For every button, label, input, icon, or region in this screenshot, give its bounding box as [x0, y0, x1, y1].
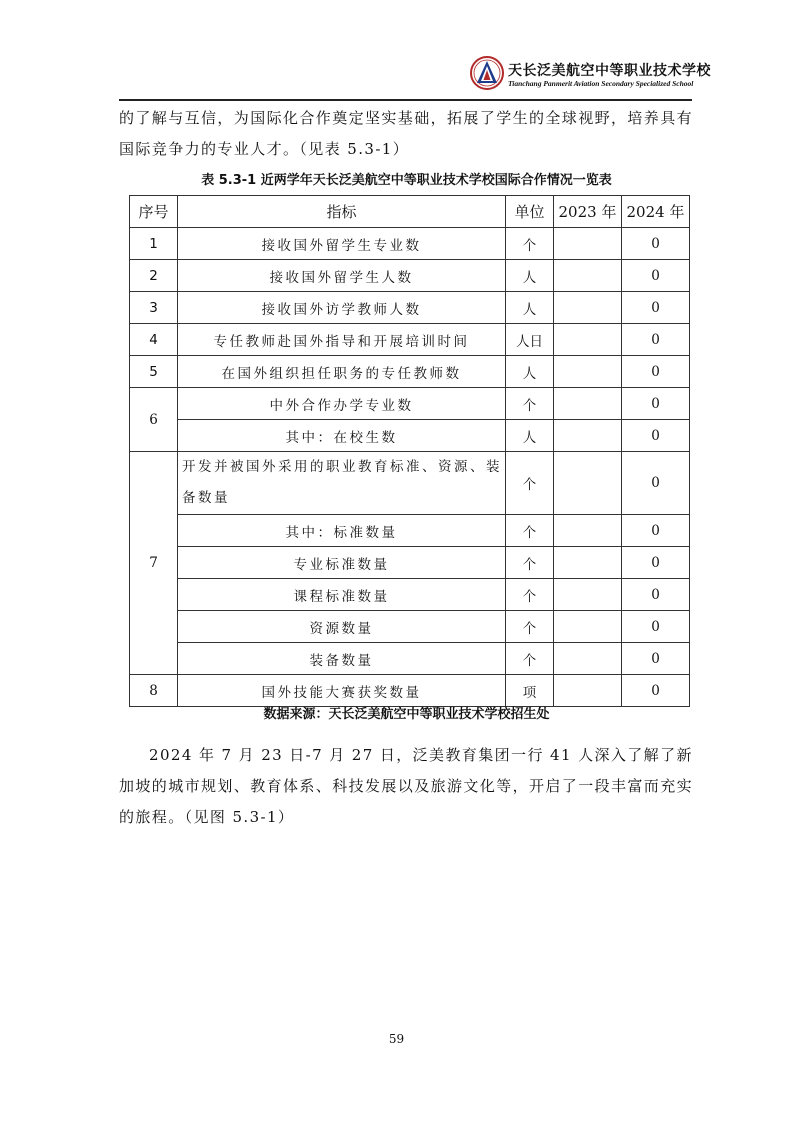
row-indicator: 专任教师赴国外指导和开展培训时间 [178, 324, 506, 356]
table-caption: 表 5.3-1 近两学年天长泛美航空中等职业技术学校国际合作情况一览表 [201, 173, 612, 188]
row-unit: 个 [506, 547, 554, 579]
row-indicator: 接收国外访学教师人数 [178, 292, 506, 324]
row-number: 5 [130, 356, 178, 388]
row-value-2024: 0 [622, 579, 690, 611]
intro-paragraph: 的了解与互信，为国际化合作奠定坚实基础，拓展了学生的全球视野，培养具有国际竞争力的专业人才。（见表 5.3-1） [119, 109, 694, 158]
row-value-2024: 0 [622, 420, 690, 452]
school-logo-icon [470, 56, 504, 90]
row-unit: 人 [506, 292, 554, 324]
row-unit: 项 [506, 675, 554, 707]
row-unit: 个 [506, 515, 554, 547]
row-indicator: 其中：标准数量 [178, 515, 506, 547]
row-indicator: 中外合作办学专业数 [178, 388, 506, 420]
school-name-en: Tianchang Panmerit Aviation Secondary Specialized School [508, 79, 694, 88]
row-value-2023 [554, 260, 622, 292]
row-value-2023 [554, 579, 622, 611]
table-row [130, 643, 690, 675]
row-unit: 个 [506, 228, 554, 260]
col-header-2024: 2024 年 [622, 196, 690, 228]
row-value-2023 [554, 292, 622, 324]
row-value-2023 [554, 547, 622, 579]
row-value-2023 [554, 324, 622, 356]
row-value-2023 [554, 675, 622, 707]
row-value-2023 [554, 643, 622, 675]
row-indicator: 装备数量 [178, 643, 506, 675]
row-unit: 人 [506, 260, 554, 292]
row-value-2024: 0 [622, 675, 690, 707]
table-row [130, 611, 690, 643]
row-indicator: 接收国外留学生专业数 [178, 228, 506, 260]
table-row [130, 547, 690, 579]
row-unit: 个 [506, 611, 554, 643]
row-number: 8 [130, 675, 178, 707]
row-value-2024: 0 [622, 324, 690, 356]
row-value-2023 [554, 452, 622, 515]
row-indicator: 课程标准数量 [178, 579, 506, 611]
row-number: 6 [130, 388, 178, 452]
row-value-2024: 0 [622, 228, 690, 260]
table-row [130, 324, 690, 356]
table-row [130, 388, 690, 420]
table-row [130, 228, 690, 260]
header-divider [119, 99, 692, 101]
table-header-row [130, 196, 690, 228]
row-value-2024: 0 [622, 452, 690, 515]
table-row [130, 260, 690, 292]
row-unit: 个 [506, 388, 554, 420]
row-value-2024: 0 [622, 292, 690, 324]
row-value-2024: 0 [622, 547, 690, 579]
row-indicator: 专业标准数量 [178, 547, 506, 579]
row-number: 7 [130, 452, 178, 675]
table-source-note: 数据来源：天长泛美航空中等职业技术学校招生处 [263, 707, 550, 722]
row-number: 1 [130, 228, 178, 260]
body-paragraph: 2024 年 7 月 23 日-7 月 27 日，泛美教育集团一行 41 人深入了解了新加坡的城市规划、教育体系、科技发展以及旅游文化等，开启了一段丰富而充实的旅程。（见图 5.3-1） [119, 746, 694, 826]
table-row [130, 292, 690, 324]
table-row [130, 356, 690, 388]
cooperation-table [129, 195, 690, 707]
table-row [130, 452, 690, 515]
row-value-2023 [554, 420, 622, 452]
row-indicator: 其中：在校生数 [178, 420, 506, 452]
col-header-unit: 单位 [506, 196, 554, 228]
row-unit: 个 [506, 579, 554, 611]
row-unit: 个 [506, 452, 554, 515]
row-value-2024: 0 [622, 356, 690, 388]
row-value-2024: 0 [622, 515, 690, 547]
row-unit: 个 [506, 643, 554, 675]
row-value-2023 [554, 388, 622, 420]
row-value-2023 [554, 356, 622, 388]
row-number: 4 [130, 324, 178, 356]
row-value-2024: 0 [622, 643, 690, 675]
row-value-2023 [554, 228, 622, 260]
row-unit: 人 [506, 420, 554, 452]
col-header-no: 序号 [130, 196, 178, 228]
table-row [130, 515, 690, 547]
row-value-2023 [554, 611, 622, 643]
col-header-indicator: 指标 [178, 196, 506, 228]
school-name-cn: 天长泛美航空中等职业技术学校 [508, 63, 711, 79]
row-unit: 人 [506, 356, 554, 388]
page-number: 59 [388, 1032, 405, 1046]
row-number: 2 [130, 260, 178, 292]
row-value-2024: 0 [622, 388, 690, 420]
table-row [130, 579, 690, 611]
row-indicator: 开发并被国外采用的职业教育标准、资源、装备数量 [178, 452, 506, 515]
row-number: 3 [130, 292, 178, 324]
row-indicator: 在国外组织担任职务的专任教师数 [178, 356, 506, 388]
row-value-2023 [554, 515, 622, 547]
row-unit: 人日 [506, 324, 554, 356]
col-header-2023: 2023 年 [554, 196, 622, 228]
table-row [130, 420, 690, 452]
row-indicator: 国外技能大赛获奖数量 [178, 675, 506, 707]
table-row [130, 675, 690, 707]
row-value-2024: 0 [622, 260, 690, 292]
row-value-2024: 0 [622, 611, 690, 643]
row-indicator: 接收国外留学生人数 [178, 260, 506, 292]
row-indicator: 资源数量 [178, 611, 506, 643]
